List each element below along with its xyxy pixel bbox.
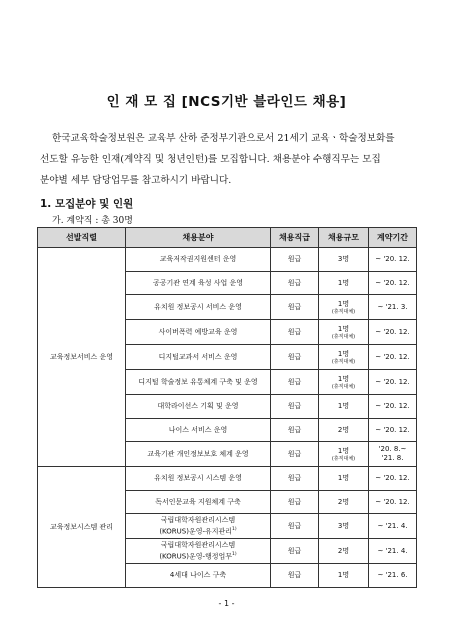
field-cell [126,514,271,539]
period-cell [369,442,417,467]
size-value: 1명 [337,374,350,383]
footnote-mark: 1) [232,526,237,532]
field-cell: 디지털교과서 서비스 운영 [126,345,271,370]
grade-cell: 원급 [271,370,319,395]
size-cell: 3명 [319,514,369,539]
size-cell [319,442,369,467]
grade-cell: 원급 [271,539,319,564]
period-cell: ~ '21. 3. [369,295,417,320]
size-cell: 2명 [319,490,369,514]
grade-cell: 원급 [271,271,319,295]
subsection-title: 가. 계약직 : 총 30명 [52,216,133,226]
intro-line: 선도할 유능한 인재(계약직 및 청년인턴)를 모집합니다. 채용분야 수행직무는 모집 [40,154,381,165]
size-cell: 1명 [319,467,369,491]
section-title: 1. 모집분야 및 인원 [40,198,134,210]
grade-cell: 원급 [271,467,319,491]
page-number: - 1 - [218,599,235,608]
size-cell: 1명 [319,564,369,588]
field-cell: 독서인문교육 지원체계 구축 [126,490,271,514]
header-field: 채용분야 [126,228,271,248]
field-cell: 유치원 정보공시 서비스 운영 [126,295,271,320]
size-cell: 1명 [319,271,369,295]
field-cell: 유치원 정보공시 시스템 운영 [126,467,271,491]
size-note: (휴직대체) [331,383,356,390]
header-size: 채용규모 [319,228,369,248]
grade-cell: 원급 [271,490,319,514]
size-note: (휴직대체) [331,333,356,340]
field-line: 국립대학자원관리시스템 [160,515,236,524]
size-note: (휴직대체) [331,358,356,365]
footnote-mark: 1) [232,551,237,557]
period-cell: ~ '21. 4. [369,539,417,564]
size-value: 1명 [337,349,350,358]
table-row [38,467,417,491]
period-line: '21. 8. [381,454,404,462]
grade-cell: 원급 [271,320,319,345]
recruitment-table [37,227,417,588]
grade-cell: 원급 [271,564,319,588]
size-value: 1명 [337,446,350,455]
size-cell: 2명 [319,539,369,564]
intro-paragraph [40,128,415,191]
size-cell: 2명 [319,418,369,442]
field-line: 국립대학자원관리시스템 [160,540,236,549]
field-cell: 나이스 서비스 운영 [126,418,271,442]
grade-cell: 원급 [271,295,319,320]
intro-line: 분야별 세부 담당업무를 참고하시기 바랍니다. [40,175,232,186]
track-cell: 교육정보서비스 운영 [38,248,126,467]
page-title: 인 재 모 집 [NCS기반 블라인드 채용] [106,94,347,110]
header-grade: 채용직급 [271,228,319,248]
period-cell: ~ '20. 12. [369,320,417,345]
field-cell: 공공기관 연계 육성 사업 운영 [126,271,271,295]
period-cell: ~ '20. 12. [369,345,417,370]
field-line: (KORUS)운영-행정업무$^{1)}$ [159,551,237,561]
size-value: 1명 [337,299,350,308]
grade-cell: 원급 [271,248,319,272]
grade-cell: 원급 [271,514,319,539]
period-cell: ~ '20. 12. [369,370,417,395]
table-body [38,248,417,588]
field-cell: 디지털 학술정보 유통체계 구축 및 운영 [126,370,271,395]
size-value: 1명 [337,324,350,333]
size-note: (휴직대체) [331,308,356,315]
period-cell: ~ '20. 12. [369,271,417,295]
grade-cell: 원급 [271,395,319,419]
size-cell: 3명 [319,248,369,272]
field-cell: 교육저작권지원센터 운영 [126,248,271,272]
size-cell: 1명 [319,395,369,419]
field-cell: 4세대 나이스 구축 [126,564,271,588]
size-cell [319,320,369,345]
track-cell: 교육정보시스템 관리 [38,467,126,588]
intro-line: 한국교육학술정보원은 교육부 산하 준정부기관으로서 21세기 교육ㆍ학술정보화를 [52,133,395,144]
period-cell: ~ '20. 12. [369,418,417,442]
period-cell: ~ '20. 12. [369,467,417,491]
field-line: (KORUS)운영-유지관리$^{1)}$ [159,526,237,536]
table-row [38,248,417,272]
grade-cell: 원급 [271,418,319,442]
grade-cell: 원급 [271,442,319,467]
size-cell [319,370,369,395]
header-period: 계약기간 [369,228,417,248]
size-note: (휴직대체) [331,455,356,462]
grade-cell: 원급 [271,345,319,370]
field-cell: 사이버폭력 예방교육 운영 [126,320,271,345]
period-cell: ~ '20. 12. [369,490,417,514]
period-line: '20. 8.~ [378,445,407,453]
period-cell: ~ '21. 6. [369,564,417,588]
period-cell: ~ '20. 12. [369,248,417,272]
field-cell: 대학라이선스 기획 및 운영 [126,395,271,419]
period-cell: ~ '20. 12. [369,395,417,419]
table-header-row [38,228,417,248]
header-track: 선발직렬 [38,228,126,248]
field-cell: 교육기관 개인정보보호 체계 운영 [126,442,271,467]
size-cell [319,295,369,320]
size-cell [319,345,369,370]
period-cell: ~ '21. 4. [369,514,417,539]
field-cell [126,539,271,564]
